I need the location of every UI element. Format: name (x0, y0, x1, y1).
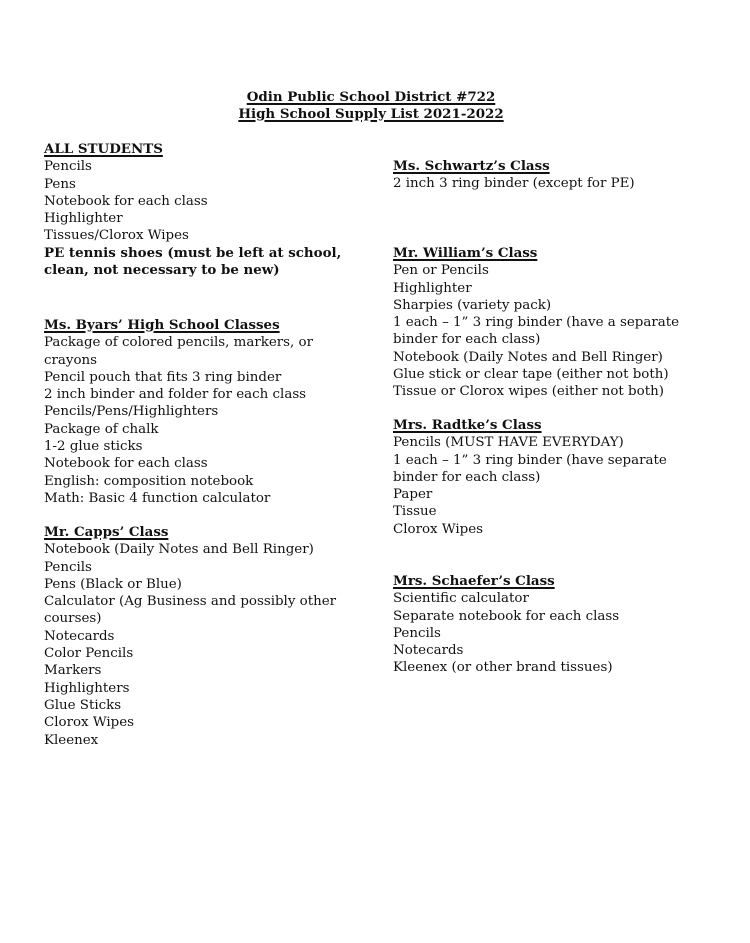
section-ms-byars (44, 317, 374, 507)
list-item: Kleenex (or other brand tissues) (393, 660, 613, 676)
document-header (0, 89, 742, 123)
list-item: 2 inch binder and folder for each class (44, 387, 307, 403)
supply-list (393, 590, 723, 676)
document-title: High School Supply List 2021-2022 (238, 106, 504, 122)
list-item: Markers (44, 663, 102, 679)
list-item: Tissue (393, 504, 437, 520)
list-item: Paper (393, 487, 433, 503)
list-item: Pencils (44, 559, 92, 575)
section-title: Mrs. Radtke’s Class (393, 417, 542, 433)
list-item: Pens (44, 176, 76, 192)
list-item: 1-2 glue sticks (44, 439, 143, 455)
list-item: 1 each – 1” 3 ring binder (have separate binder for each class) (393, 452, 667, 485)
supply-list (393, 434, 723, 538)
list-item: Calculator (Ag Business and possibly other courses) (44, 594, 337, 627)
supply-list (44, 541, 374, 749)
section-ms-schwartz (393, 158, 723, 193)
list-item: Clorox Wipes (393, 521, 484, 537)
section-title: Ms. Byars’ High School Classes (44, 317, 280, 333)
list-item: Package of chalk (44, 421, 159, 437)
list-item: Pen or Pencils (393, 263, 489, 279)
list-item: Sharpies (variety pack) (393, 297, 552, 313)
list-item: Math: Basic 4 function calculator (44, 490, 271, 506)
list-item: Highlighter (393, 280, 472, 296)
list-item: 1 each – 1” 3 ring binder (have a separate binder for each class) (393, 315, 680, 348)
supply-list (393, 175, 723, 192)
list-item: Notebook for each class (44, 456, 208, 472)
list-item: Notebook (Daily Notes and Bell Ringer) (393, 349, 663, 365)
list-item: Pencils/Pens/Highlighters (44, 404, 219, 420)
section-mrs-radtke (393, 417, 723, 538)
section-title: Mr. William’s Class (393, 245, 538, 261)
list-item: PE tennis shoes (must be left at school, clean, not necessary to be new) (44, 244, 342, 279)
list-item: Clorox Wipes (44, 715, 135, 731)
list-item: Glue stick or clear tape (either not both) (393, 367, 669, 383)
section-title: Mr. Capps’ Class (44, 524, 169, 540)
list-item: Notebook (Daily Notes and Bell Ringer) (44, 542, 314, 558)
list-item: Pencils (44, 159, 92, 175)
list-item: Package of colored pencils, markers, or crayons (44, 335, 314, 368)
list-item: Pens (Black or Blue) (44, 576, 182, 592)
list-item: Highlighter (44, 211, 123, 227)
list-item: Notebook for each class (44, 193, 208, 209)
list-item: Highlighters (44, 680, 130, 696)
supply-list (44, 158, 374, 279)
section-title: Mrs. Schaefer’s Class (393, 573, 555, 589)
list-item: Notecards (44, 628, 115, 644)
section-title: ALL STUDENTS (44, 141, 163, 157)
section-title: Ms. Schwartz’s Class (393, 158, 550, 174)
list-item: Pencil pouch that fits 3 ring binder (44, 369, 282, 385)
list-item: English: composition notebook (44, 473, 254, 489)
district-name: Odin Public School District #722 (246, 89, 496, 105)
list-item: Scientific calculator (393, 591, 529, 607)
list-item: Pencils (MUST HAVE EVERYDAY) (393, 435, 624, 451)
list-item: 2 inch 3 ring binder (except for PE) (393, 176, 635, 192)
section-mrs-schaefer (393, 573, 723, 677)
list-item: Notecards (393, 643, 464, 659)
supply-list (44, 334, 374, 507)
list-item: Kleenex (44, 732, 99, 748)
list-item: Tissues/Clorox Wipes (44, 228, 189, 244)
section-mr-william (393, 245, 723, 401)
section-all-students (44, 141, 374, 279)
list-item: Tissue or Clorox wipes (either not both) (393, 384, 664, 400)
list-item: Color Pencils (44, 646, 134, 662)
section-mr-capps (44, 524, 374, 749)
supply-list (393, 262, 723, 400)
list-item: Separate notebook for each class (393, 608, 620, 624)
list-item: Pencils (393, 625, 441, 641)
list-item: Glue Sticks (44, 697, 122, 713)
